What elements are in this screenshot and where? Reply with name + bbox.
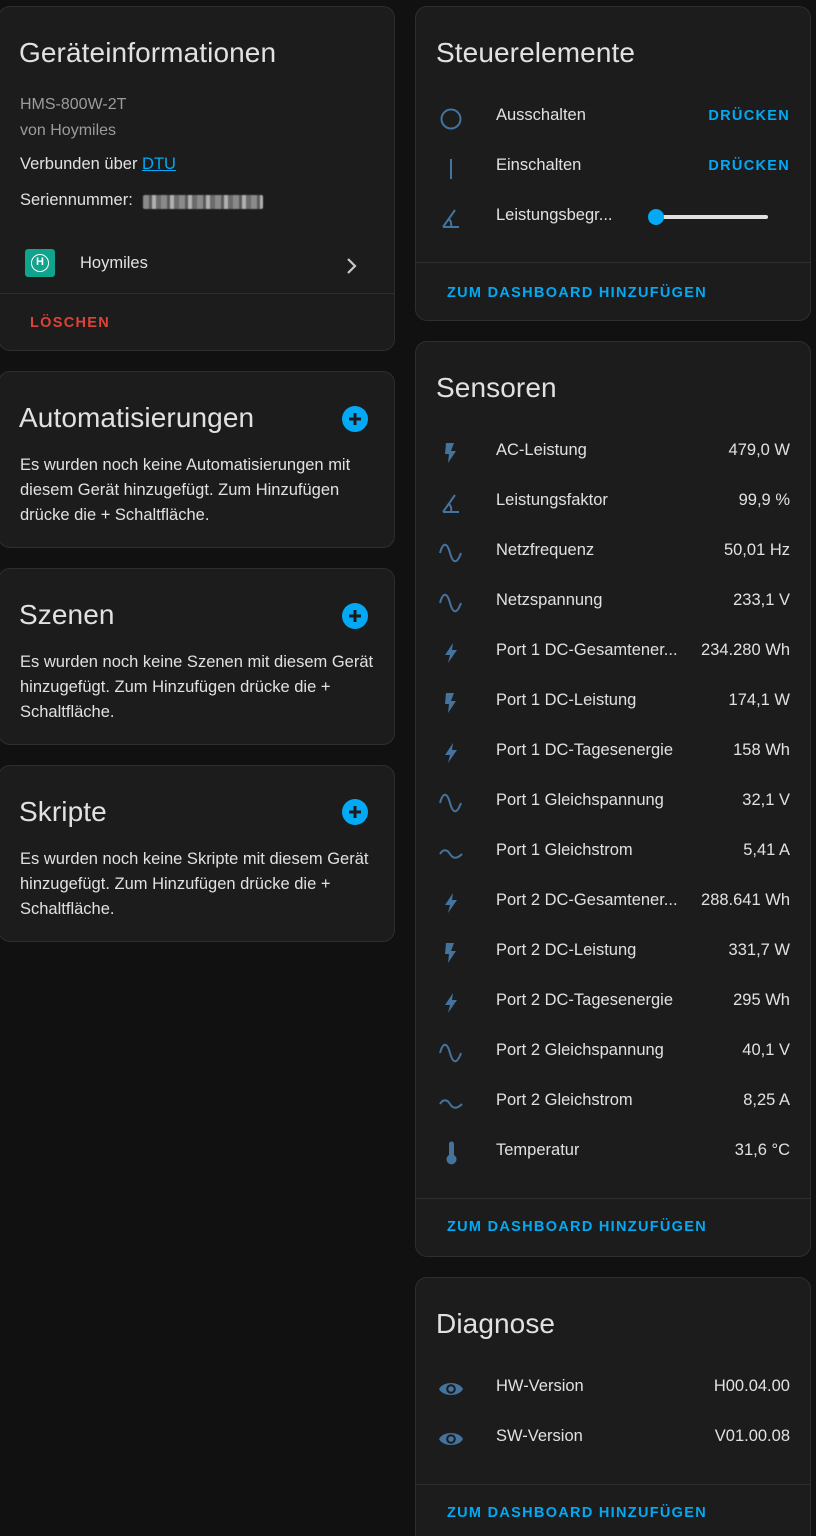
lightning-icon [438, 890, 464, 916]
sensor-name: Port 1 Gleichstrom [496, 841, 633, 859]
sensor-name: Netzfrequenz [496, 541, 595, 559]
current-ac-icon [438, 1090, 464, 1116]
eye-icon [438, 1376, 464, 1402]
power-limit-slider-track[interactable] [656, 215, 768, 219]
add-automation-button[interactable] [342, 406, 368, 432]
control-row-power-on[interactable] [416, 142, 810, 192]
sensor-name: Port 2 DC-Tagesenergie [496, 991, 674, 1009]
sensor-name: AC-Leistung [496, 441, 587, 459]
sensor-value: 295 Wh [733, 991, 790, 1009]
sensor-row[interactable] [416, 527, 810, 577]
diagnostics-card [415, 1277, 811, 1536]
lightning-icon [438, 990, 464, 1016]
connected-via-label: Verbunden über [20, 155, 143, 173]
sensor-row[interactable] [416, 877, 810, 927]
automations-card [0, 371, 395, 548]
sensor-value: 234.280 Wh [701, 641, 790, 659]
sensor-row[interactable] [416, 827, 810, 877]
sensor-row[interactable] [416, 1127, 810, 1177]
dtu-link[interactable]: DTU [142, 155, 176, 173]
sensor-row[interactable] [416, 577, 810, 627]
press-button-on[interactable]: DRÜCKEN [708, 158, 790, 174]
press-button-off[interactable]: DRÜCKEN [708, 108, 790, 124]
add-scene-button[interactable] [342, 603, 368, 629]
sensor-value: 8,25 A [743, 1091, 790, 1109]
sensors-divider [416, 1198, 810, 1199]
chevron-right-icon [345, 256, 359, 276]
scenes-description: Es wurden noch keine Szenen mit diesem Gerät hinzugefügt. Zum Hinzufügen drücke die + Schaltfläche. [20, 653, 374, 721]
connected-via [20, 155, 176, 174]
lightning-icon [438, 740, 464, 766]
automations-title: Automatisierungen [19, 402, 255, 433]
serial-number-redacted [143, 195, 263, 209]
current-ac-icon [438, 840, 464, 866]
sensor-value: 174,1 W [728, 691, 790, 709]
flash-icon [438, 690, 464, 716]
sensor-value: 32,1 V [742, 791, 790, 809]
sensor-value: 233,1 V [733, 591, 790, 609]
control-row-power-limit [416, 192, 810, 242]
scripts-card [0, 765, 395, 942]
hoymiles-logo-letter: H [31, 254, 49, 272]
sensor-name: Temperatur [496, 1141, 580, 1159]
device-info-card [0, 6, 395, 351]
scripts-title: Skripte [19, 796, 107, 827]
sensor-value: 5,41 A [743, 841, 790, 859]
angle-icon [438, 205, 464, 231]
eye-icon [438, 1426, 464, 1452]
device-info-divider [0, 293, 394, 294]
sensor-value: 50,01 Hz [723, 541, 790, 559]
diagnostic-name: SW-Version [496, 1427, 583, 1445]
control-name: Ausschalten [496, 106, 586, 124]
integration-name: Hoymiles [80, 254, 148, 272]
sensor-row[interactable] [416, 1027, 810, 1077]
integration-row[interactable] [0, 239, 396, 295]
diagnostics-divider [416, 1484, 810, 1485]
controls-card [415, 6, 811, 321]
controls-title: Steuerelemente [436, 37, 636, 68]
diagnostic-row[interactable] [416, 1413, 810, 1463]
sine-wave-icon [438, 790, 464, 816]
serial-number-label: Seriennummer: [20, 191, 133, 209]
diagnostic-name: HW-Version [496, 1377, 584, 1395]
sensor-name: Port 2 Gleichspannung [496, 1041, 664, 1059]
scenes-title: Szenen [19, 599, 115, 630]
control-name: Einschalten [496, 156, 582, 174]
sensor-name: Port 1 DC-Gesamtener... [496, 641, 678, 659]
diagnostics-add-dashboard-button[interactable]: ZUM DASHBOARD HINZUFÜGEN [447, 1505, 707, 1521]
sensor-value: 288.641 Wh [701, 891, 790, 909]
sensor-value: 331,7 W [728, 941, 790, 959]
control-row-power-off[interactable] [416, 92, 810, 142]
sine-wave-icon [438, 540, 464, 566]
control-name: Leistungsbegr... [496, 206, 613, 224]
sensors-title: Sensoren [436, 372, 557, 403]
sensor-row[interactable] [416, 627, 810, 677]
diagnostic-value: H00.04.00 [713, 1377, 790, 1395]
sensor-value: 31,6 °C [734, 1141, 790, 1159]
sine-wave-icon [438, 590, 464, 616]
controls-add-dashboard-button[interactable]: ZUM DASHBOARD HINZUFÜGEN [447, 285, 707, 301]
lightning-icon [438, 640, 464, 666]
sensor-value: 99,9 % [738, 491, 790, 509]
sensor-value: 158 Wh [733, 741, 790, 759]
device-manufacturer: von Hoymiles [20, 122, 117, 139]
sensor-name: Port 1 Gleichspannung [496, 791, 664, 809]
sensor-row[interactable] [416, 727, 810, 777]
delete-button[interactable]: LÖSCHEN [30, 315, 110, 331]
angle-icon [438, 490, 464, 516]
scenes-card [0, 568, 395, 745]
sensor-name: Netzspannung [496, 591, 603, 609]
sensor-name: Port 2 Gleichstrom [496, 1091, 633, 1109]
diagnostic-row[interactable] [416, 1363, 810, 1413]
sensor-name: Port 1 DC-Tagesenergie [496, 741, 674, 759]
power-off-icon [438, 105, 464, 131]
sensor-name: Port 2 DC-Leistung [496, 941, 637, 959]
sensor-name: Port 1 DC-Leistung [496, 691, 637, 709]
scripts-description: Es wurden noch keine Skripte mit diesem Gerät hinzugefügt. Zum Hinzufügen drücke die + Schaltfläche. [20, 850, 369, 918]
add-script-button[interactable] [342, 799, 368, 825]
sensor-row[interactable] [416, 777, 810, 827]
device-model: HMS-800W-2T [20, 96, 127, 113]
sensor-row[interactable] [416, 677, 810, 727]
sensor-row[interactable] [416, 1077, 810, 1127]
sensor-name: Port 2 DC-Gesamtener... [496, 891, 678, 909]
automations-description: Es wurden noch keine Automatisierungen mit diesem Gerät hinzugefügt. Zum Hinzufügen drücke die + Schaltfläche. [20, 456, 351, 524]
sensor-name: Leistungsfaktor [496, 491, 608, 509]
sensor-value: 40,1 V [742, 1041, 790, 1059]
diagnostics-title: Diagnose [436, 1308, 556, 1339]
thermometer-icon [438, 1140, 464, 1166]
sensor-row[interactable] [416, 427, 810, 477]
flash-icon [438, 940, 464, 966]
sine-wave-icon [438, 1040, 464, 1066]
sensors-add-dashboard-button[interactable]: ZUM DASHBOARD HINZUFÜGEN [447, 1219, 707, 1235]
device-info-title: Geräteinformationen [19, 37, 277, 68]
controls-divider [416, 262, 810, 263]
power-limit-slider-thumb[interactable] [648, 209, 664, 225]
sensors-card [415, 341, 811, 1257]
hoymiles-logo [25, 249, 55, 277]
sensor-value: 479,0 W [728, 441, 790, 459]
diagnostic-value: V01.00.08 [714, 1427, 790, 1445]
sensor-row[interactable] [416, 477, 810, 527]
power-on-icon [438, 155, 464, 181]
sensor-row[interactable] [416, 927, 810, 977]
flash-icon [438, 440, 464, 466]
sensor-row[interactable] [416, 977, 810, 1027]
